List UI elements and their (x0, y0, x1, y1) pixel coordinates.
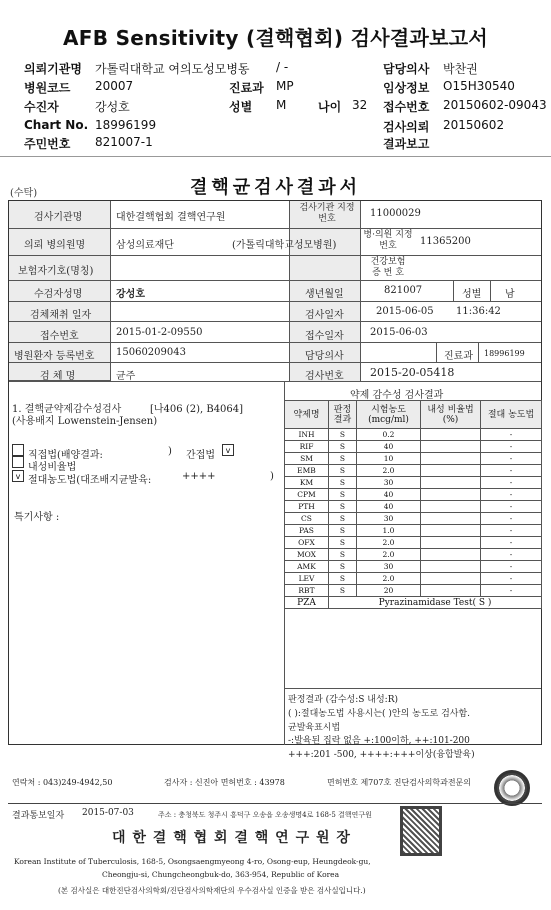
ast-col-ratio: 내성 비율법(%) (421, 401, 481, 429)
ast-cell-ratio (421, 525, 481, 537)
row-line (9, 362, 541, 363)
ast-row (285, 537, 542, 549)
ast-cell-drug: INH (285, 429, 329, 441)
ast-row (285, 549, 542, 561)
ast-cell-drug: RIF (285, 441, 329, 453)
sex-value: M (276, 98, 287, 112)
test-inst-code-value: 11000029 (370, 208, 421, 219)
age-label: 나이 (318, 100, 342, 114)
ast-row (285, 489, 542, 501)
ast-cell-ratio (421, 477, 481, 489)
ast-cell-conc: 30 (357, 477, 421, 489)
receipt-value: 20150602-09043 (443, 98, 547, 112)
collect-date-label: 검체채취 일자 (30, 310, 92, 321)
footer-address: 주소 : 충청북도 청주시 흥덕구 오송읍 오송생명4로 168-5 결핵연구원 (158, 811, 372, 819)
ast-cell-abs: - (481, 465, 542, 477)
ast-cell-conc: 20 (357, 585, 421, 597)
req-hosp-sub: (가톨릭대학교성모병원) (232, 240, 337, 251)
ast-cell-conc: 0.2 (357, 429, 421, 441)
doctor-value: 박찬권 (443, 62, 478, 76)
judgement-line2: ( ):절대농도법 사용시는( )안의 농도로 검사함. (288, 709, 471, 719)
ast-cell-drug: OFX (285, 537, 329, 549)
rrn-label: 주민번호 (24, 137, 71, 151)
dob-label: 생년월일 (305, 289, 344, 300)
resistance-checkbox[interactable] (12, 456, 24, 468)
ast-cell-ratio (421, 501, 481, 513)
ast-cell-conc: 30 (357, 513, 421, 525)
ast-cell-abs: - (481, 441, 542, 453)
ast-cell-ratio (421, 573, 481, 585)
form-title: 결핵균검사결과서 (189, 177, 362, 198)
indirect-label: 간접법 (186, 450, 215, 461)
dept-label: 진료과 (229, 81, 264, 95)
form-tag: (수탁) (10, 188, 38, 199)
ast-cell-conc: 10 (357, 453, 421, 465)
ast-cell-conc: 2.0 (357, 537, 421, 549)
ast-row (285, 501, 542, 513)
judgement-line3: 균발육표시법 (288, 723, 341, 733)
ast-cell-res: S (329, 501, 357, 513)
ast-row (285, 573, 542, 585)
report-date-value: 2015-07-03 (82, 808, 134, 818)
ast-col-interp: 판정 결과 (329, 401, 357, 429)
ast-row (285, 513, 542, 525)
ast-cell-res: S (329, 441, 357, 453)
judgement-line4: -:발육된 집락 없음 +:100이하, ++:101-200 (288, 736, 470, 746)
receipt-date-label: 접수일자 (305, 331, 344, 342)
ast-cell-ratio (421, 465, 481, 477)
receipt-date-value: 2015-06-03 (370, 327, 428, 338)
ast-cell-res: S (329, 573, 357, 585)
header-divider (0, 156, 551, 157)
ast-cell-abs: - (481, 573, 542, 585)
ast-cell-drug: CPM (285, 489, 329, 501)
ast-table (284, 400, 542, 609)
row-line (9, 381, 541, 382)
dob-value: 821007 (384, 285, 423, 296)
org-name: 대 한 결 핵 협 회 결 핵 연 구 원 장 (112, 830, 351, 846)
footer-eng1: Korean Institute of Tuberculosis, 168-5, Osongsaengmyeong 4-ro, Osong-eup, Heungdeok-gu, (14, 857, 371, 866)
item1-title: 1. 결핵균약제감수성검사 (12, 404, 122, 415)
ast-col-abs: 절대 농도법 (481, 401, 542, 429)
row-line (9, 280, 541, 281)
clinic-label: 임상정보 (383, 81, 430, 95)
ast-cell-res: S (329, 429, 357, 441)
ast-cell-res: S (329, 465, 357, 477)
indirect-checkbox[interactable]: v (222, 444, 234, 456)
report-date-label: 결과통보일자 (12, 811, 65, 821)
ast-cell-res: S (329, 549, 357, 561)
test-inst-value: 대한결핵협회 결핵연구원 (116, 212, 226, 223)
ast-cell-drug: PAS (285, 525, 329, 537)
patient-label: 수진자 (24, 100, 59, 114)
ast-cell-abs: - (481, 585, 542, 597)
ast-cell-abs: - (481, 489, 542, 501)
hosp-patient-no-label: 병원환자 등록번호 (14, 351, 95, 362)
ast-cell-abs: - (481, 513, 542, 525)
ast-cell-abs: - (481, 453, 542, 465)
pza-value: Pyrazinamidase Test( S ) (329, 597, 542, 609)
receipt-no-value: 2015-01-2-09550 (116, 327, 203, 338)
ast-row (285, 453, 542, 465)
form-doctor-label: 담당의사 (305, 351, 344, 362)
item1-code: [나406 (2), B4064] (150, 404, 244, 415)
ast-cell-ratio (421, 585, 481, 597)
ast-cell-conc: 2.0 (357, 465, 421, 477)
test-no-label: 검사번호 (305, 371, 344, 382)
ast-title: 약제 감수성 검사결과 (350, 390, 444, 401)
ast-cell-conc: 40 (357, 501, 421, 513)
ast-cell-ratio (421, 453, 481, 465)
ast-cell-ratio (421, 549, 481, 561)
ast-cell-res: S (329, 477, 357, 489)
req-inst-label: 의뢰기관명 (24, 62, 82, 76)
ast-cell-res: S (329, 585, 357, 597)
ast-cell-res: S (329, 489, 357, 501)
special-label: 특기사항 : (14, 512, 60, 523)
ast-cell-conc: 30 (357, 561, 421, 573)
ast-cell-abs: - (481, 549, 542, 561)
insured-no-label: 건강보험 증 번 호 (370, 257, 406, 278)
ast-cell-drug: EMB (285, 465, 329, 477)
judgement-line5: +++:201 -500, ++++:+++이상(융합발육) (288, 750, 475, 760)
req-date-label: 검사의뢰 (383, 120, 430, 134)
ast-cell-drug: PTH (285, 501, 329, 513)
ast-cell-drug: LEV (285, 573, 329, 585)
ast-cell-res: S (329, 453, 357, 465)
result-report-label: 결과보고 (383, 137, 430, 151)
test-date-label: 검사일자 (305, 310, 344, 321)
test-date-value: 2015-06-05 (376, 306, 434, 317)
footer-license: 면허번호 제707호 진단검사의학과전문의 (327, 778, 472, 787)
judgement-line1: 판정결과 (감수성:S 내성:R) (288, 695, 398, 705)
ast-cell-res: S (329, 525, 357, 537)
req-date-value: 20150602 (443, 118, 505, 132)
col-line (436, 342, 437, 362)
patient-name-label: 수검자성명 (34, 289, 83, 300)
footer-tester: 검사자 : 신진아 면허번호 : 43978 (164, 778, 285, 787)
col-line (490, 280, 491, 301)
ast-cell-abs: - (481, 477, 542, 489)
receipt-label: 접수번호 (383, 100, 430, 114)
ast-row (285, 477, 542, 489)
ast-cell-ratio (421, 537, 481, 549)
ast-cell-ratio (421, 513, 481, 525)
patient-value: 강성호 (95, 100, 130, 114)
ast-row (285, 441, 542, 453)
square-seal (400, 806, 442, 856)
ast-cell-drug: SM (285, 453, 329, 465)
ast-row (285, 585, 542, 597)
req-inst-value: 가톨릭대학교 여의도성모병동 (95, 62, 250, 76)
abs-close: ) (270, 471, 274, 482)
req-inst-extra: / - (276, 60, 289, 74)
ast-col-conc: 시험농도 (mcg/ml) (357, 401, 421, 429)
hosp-patient-no-value: 15060209043 (116, 347, 186, 358)
ast-cell-conc: 40 (357, 489, 421, 501)
test-no-value: 2015-20-05418 (370, 366, 455, 379)
ast-cell-conc: 40 (357, 441, 421, 453)
form-sex-value: 남 (505, 289, 515, 300)
sex-label: 성별 (229, 100, 253, 114)
footer-phone: 연락처 : 043)249-4942,50 (12, 778, 113, 787)
direct-close: ) (168, 446, 172, 457)
ast-cell-drug: KM (285, 477, 329, 489)
req-hosp-value: 삼성의료재단 (116, 240, 174, 251)
row-line (9, 228, 541, 229)
footer-note: (본 검사실은 대한진단검사의학회/진단검사의학재단의 우수검사실 인증을 받은 검사실입니다.) (58, 886, 366, 895)
col-line (453, 280, 454, 301)
ast-cell-conc: 1.0 (357, 525, 421, 537)
test-inst-label: 검사기관명 (34, 212, 83, 223)
footer-divider (8, 803, 542, 804)
form-dept-value: 18996199 (484, 349, 525, 358)
form-dept-label: 진료과 (444, 351, 473, 362)
ast-cell-res: S (329, 513, 357, 525)
ast-cell-drug: RBT (285, 585, 329, 597)
ast-cell-res: S (329, 561, 357, 573)
row-line (9, 301, 541, 302)
clinic-value: O15H30540 (443, 79, 515, 93)
doctor-label: 담당의사 (383, 62, 430, 76)
report-title: AFB Sensitivity (결핵협회) 검사결과보고서 (63, 26, 488, 50)
test-time-value: 11:36:42 (456, 306, 501, 317)
req-hosp-label: 의뢰 병의원명 (24, 240, 86, 251)
rrn-value: 821007-1 (95, 135, 153, 149)
ast-row (285, 429, 542, 441)
patient-name-value: 강성호 (116, 289, 145, 300)
item1-sub: (사용배지 Lowenstein-Jensen) (12, 416, 158, 427)
insured-label: 보험자기호(명칭) (18, 266, 94, 277)
ast-cell-drug: CS (285, 513, 329, 525)
ast-row (285, 561, 542, 573)
abs-value: ++++ (182, 471, 216, 482)
req-hosp-code-label: 병·의원 지정번호 (363, 230, 413, 251)
ast-cell-ratio (421, 441, 481, 453)
round-seal (494, 770, 530, 806)
ast-cell-conc: 2.0 (357, 573, 421, 585)
specimen-label: 검 체 명 (40, 371, 76, 382)
ast-cell-drug: MOX (285, 549, 329, 561)
ast-row (285, 525, 542, 537)
ast-row (285, 465, 542, 477)
ast-cell-drug: AMK (285, 561, 329, 573)
ast-col-drug: 약제명 (285, 401, 329, 429)
abs-label: 절대농도법(대조배지균발육: (28, 475, 152, 486)
row-line (9, 321, 541, 322)
judgement-line (285, 688, 541, 689)
resistance-label: 내성비율법 (28, 462, 77, 473)
row-line (9, 342, 541, 343)
ast-cell-ratio (421, 561, 481, 573)
direct-checkbox[interactable] (12, 444, 24, 456)
age-value: 32 (352, 98, 368, 112)
ast-cell-ratio (421, 489, 481, 501)
footer-eng2: Cheongju-si, Chungcheongbuk-do, 363-954, Republic of Korea (102, 870, 340, 879)
hosp-code-label: 병원코드 (24, 81, 71, 95)
row-line (9, 255, 541, 256)
chart-value: 18996199 (95, 118, 157, 132)
ast-cell-ratio (421, 429, 481, 441)
hosp-code-value: 20007 (95, 79, 134, 93)
ast-cell-abs: - (481, 537, 542, 549)
abs-checkbox[interactable]: v (12, 470, 24, 482)
specimen-value: 균주 (116, 371, 136, 382)
chart-label: Chart No. (24, 118, 89, 132)
dept-value: MP (276, 79, 294, 93)
receipt-no-label: 접수번호 (40, 331, 79, 342)
req-hosp-code-value: 11365200 (420, 236, 471, 247)
ast-cell-abs: - (481, 501, 542, 513)
ast-cell-abs: - (481, 429, 542, 441)
direct-label: 직접법(배양결과: (28, 450, 103, 461)
pza-label: PZA (285, 597, 329, 609)
ast-cell-conc: 2.0 (357, 549, 421, 561)
form-sex-label: 성별 (462, 289, 482, 300)
ast-cell-abs: - (481, 561, 542, 573)
col-line (478, 342, 479, 362)
test-inst-code-label: 검사기관 지정번호 (299, 203, 355, 224)
ast-cell-abs: - (481, 525, 542, 537)
ast-cell-res: S (329, 537, 357, 549)
